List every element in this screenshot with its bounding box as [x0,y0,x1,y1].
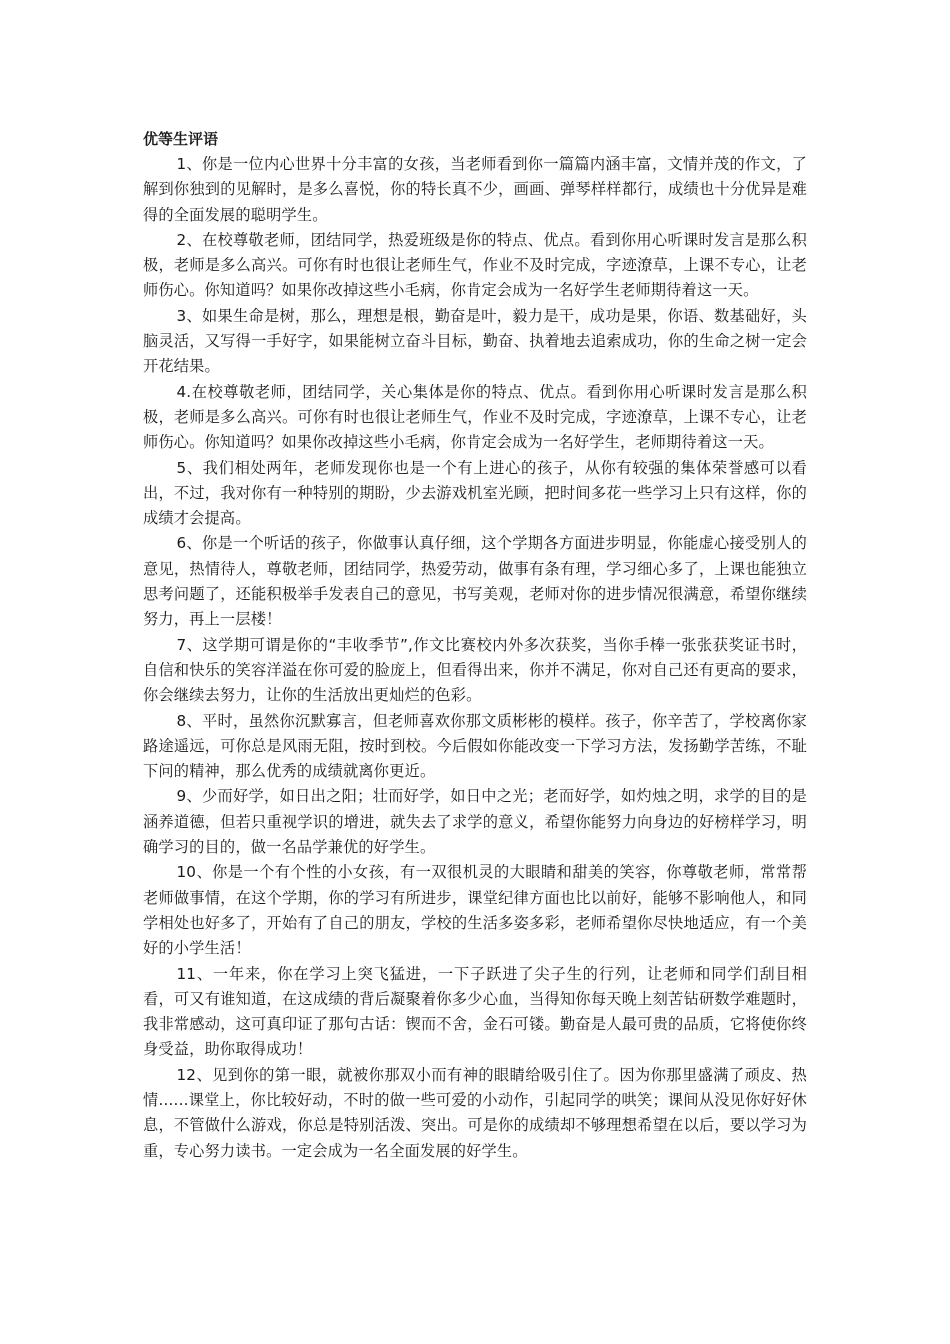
comment-paragraph-11: 11、一年来，你在学习上突飞猛进，一下子跃进了尖子生的行列，让老师和同学们刮目相看，可又有谁知道，在这成绩的背后凝聚着你多少心血，当得知你每天晚上刻苦钻研数学难题时，我非常感动，这可真印证了那句古话：锲而不舍，金石可镂。勤奋是人最可贵的品质，它将使你终身受益，助你取得成功！ [143,964,807,1059]
comment-paragraph-8: 8、平时，虽然你沉默寡言，但老师喜欢你那文质彬彬的模样。孩子，你辛苦了，学校离你家路途遥远，可你总是风雨无阻，按时到校。今后假如你能改变一下学习方法，发扬勤学苦练，不耻下问的精神，那么优秀的成绩就离你更近。 [143,711,807,781]
comment-paragraph-6: 6、你是一个听话的孩子，你做事认真仔细，这个学期各方面进步明显，你能虚心接受别人的意见，热情待人，尊敬老师，团结同学，热爱劳动，做事有条有理，学习细心多了，上课也能独立思考问题了，还能积极举手发表自己的意见，书写美观，老师对你的进步情况很满意，希望你继续努力，再上一层楼！ [143,534,807,629]
comment-paragraph-1: 1、你是一位内心世界十分丰富的女孩，当老师看到你一篇篇内涵丰富，文情并茂的作文，了解到你独到的见解时，是多么喜悦，你的特长真不少，画画、弹琴样样都行，成绩也十分优异是难得的全面发展的聪明学生。 [143,155,807,224]
comment-paragraph-2: 2、在校尊敬老师，团结同学，热爱班级是你的特点、优点。看到你用心听课时发言是那么积极，老师是多么高兴。可你有时也很让老师生气，作业不及时完成，字迹潦草，上课不专心，让老师伤心。你知道吗？如果你改掉这些小毛病，你肯定会成为一名好学生老师期待着这一天。 [143,230,807,300]
comment-paragraph-5: 5、我们相处两年，老师发现你也是一个有上进心的孩子，从你有较强的集体荣誉感可以看出，不过，我对你有一种特别的期盼，少去游戏机室光顾，把时间多花一些学习上只有这样，你的成绩才会提高。 [143,458,807,528]
comment-paragraph-9: 9、少而好学，如日出之阳；壮而好学，如日中之光；老而好学，如灼烛之明，求学的目的是涵养道德，但若只重视学识的增进，就失去了求学的意义，希望你能努力向身边的好榜样学习，明确学习的目的，做一名品学兼优的好学生。 [143,787,807,857]
document-title: 优等生评语 [143,130,219,148]
comment-paragraph-10: 10、你是一个有个性的小女孩，有一双很机灵的大眼睛和甜美的笑容，你尊敬老师，常常帮老师做事情，在这个学期，你的学习有所进步，课堂纪律方面也比以前好，能够不影响他人，和同学相处也好多了，开始有了自己的朋友，学校的生活多姿多彩，老师希望你尽快地适应，有一个美好的小学生活！ [143,863,807,958]
comment-paragraph-12: 12、见到你的第一眼，就被你那双小而有神的眼睛给吸引住了。因为你那里盛满了顽皮、热情......课堂上，你比较好动，不时的做一些可爱的小动作，引起同学的哄笑；课间从没见你好好休息，不管做什么游戏，你总是特别活泼、突出。可是你的成绩却不够理想希望在以后，要以学习为重，专心努力读书。一定会成为一名全面发展的好学生。 [143,1065,807,1160]
comment-paragraph-4: 4.在校尊敬老师，团结同学，关心集体是你的特点、优点。看到你用心听课时发言是那么积极，老师是多么高兴。可你有时也很让老师生气，作业不及时完成，字迹潦草，上课不专心，让老师伤心。你知道吗？如果你改掉这些小毛病，你肯定会成为一名好学生，老师期待着这一天。 [143,382,807,452]
comment-paragraph-7: 7、这学期可谓是你的“丰收季节”,作文比赛校内外多次获奖，当你手棒一张张获奖证书时，自信和快乐的笑容洋溢在你可爱的脸庞上，但看得出来，你并不满足，你对自己还有更高的要求，你会继续去努力，让你的生活放出更灿烂的色彩。 [143,635,807,705]
document-page [143,126,807,1164]
comment-paragraph-3: 3、如果生命是树，那么，理想是根，勤奋是叶，毅力是干，成功是果，你语、数基础好，头脑灵活，又写得一手好字，如果能树立奋斗目标，勤奋、执着地去追索成功，你的生命之树一定会开花结果。 [143,306,807,376]
